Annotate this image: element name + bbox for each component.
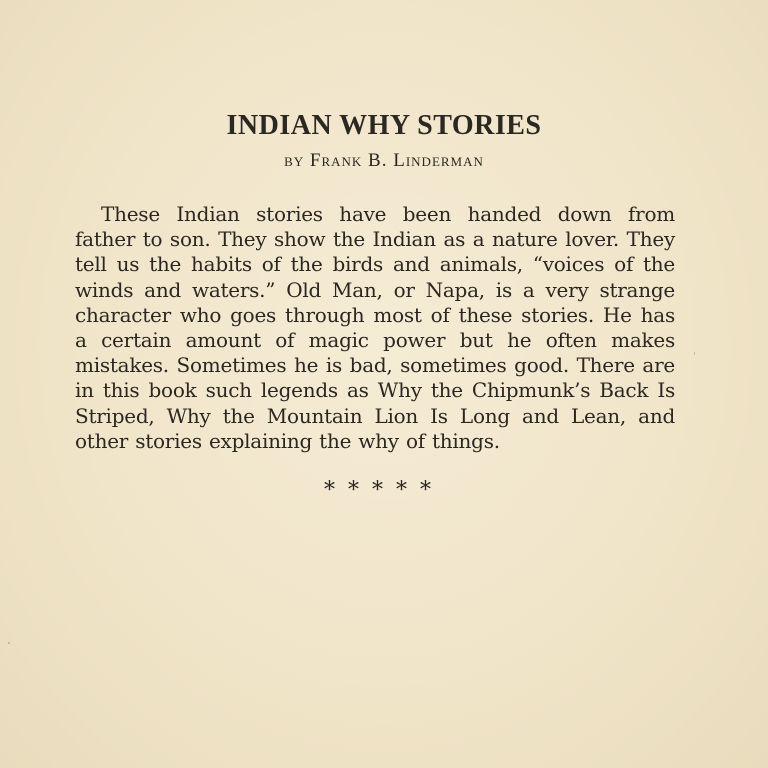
book-title: INDIAN WHY STORIES [226, 110, 542, 141]
description-paragraph: These Indian stories have been handed down from father to son. They show the Indian as a nature lover. They tell us the habits of the birds and animals, “voices of the winds and waters.” Old Man, or Napa, is a very strange character who goes through most of these stories. He has a certain amount of magic power but he often makes mistakes. Sometimes he is bad, sometimes good. There are in this book such legends as Why the Chipmunk’s Back Is Striped, Why the Mountain Lion Is Long and Lean, and other stories explaining the why of things. [75, 202, 675, 453]
ornament-asterisks: ***** [324, 478, 444, 503]
paper-speck [694, 352, 695, 355]
author-byline: by Frank B. Linderman [284, 150, 484, 171]
paper-speck [8, 642, 10, 644]
